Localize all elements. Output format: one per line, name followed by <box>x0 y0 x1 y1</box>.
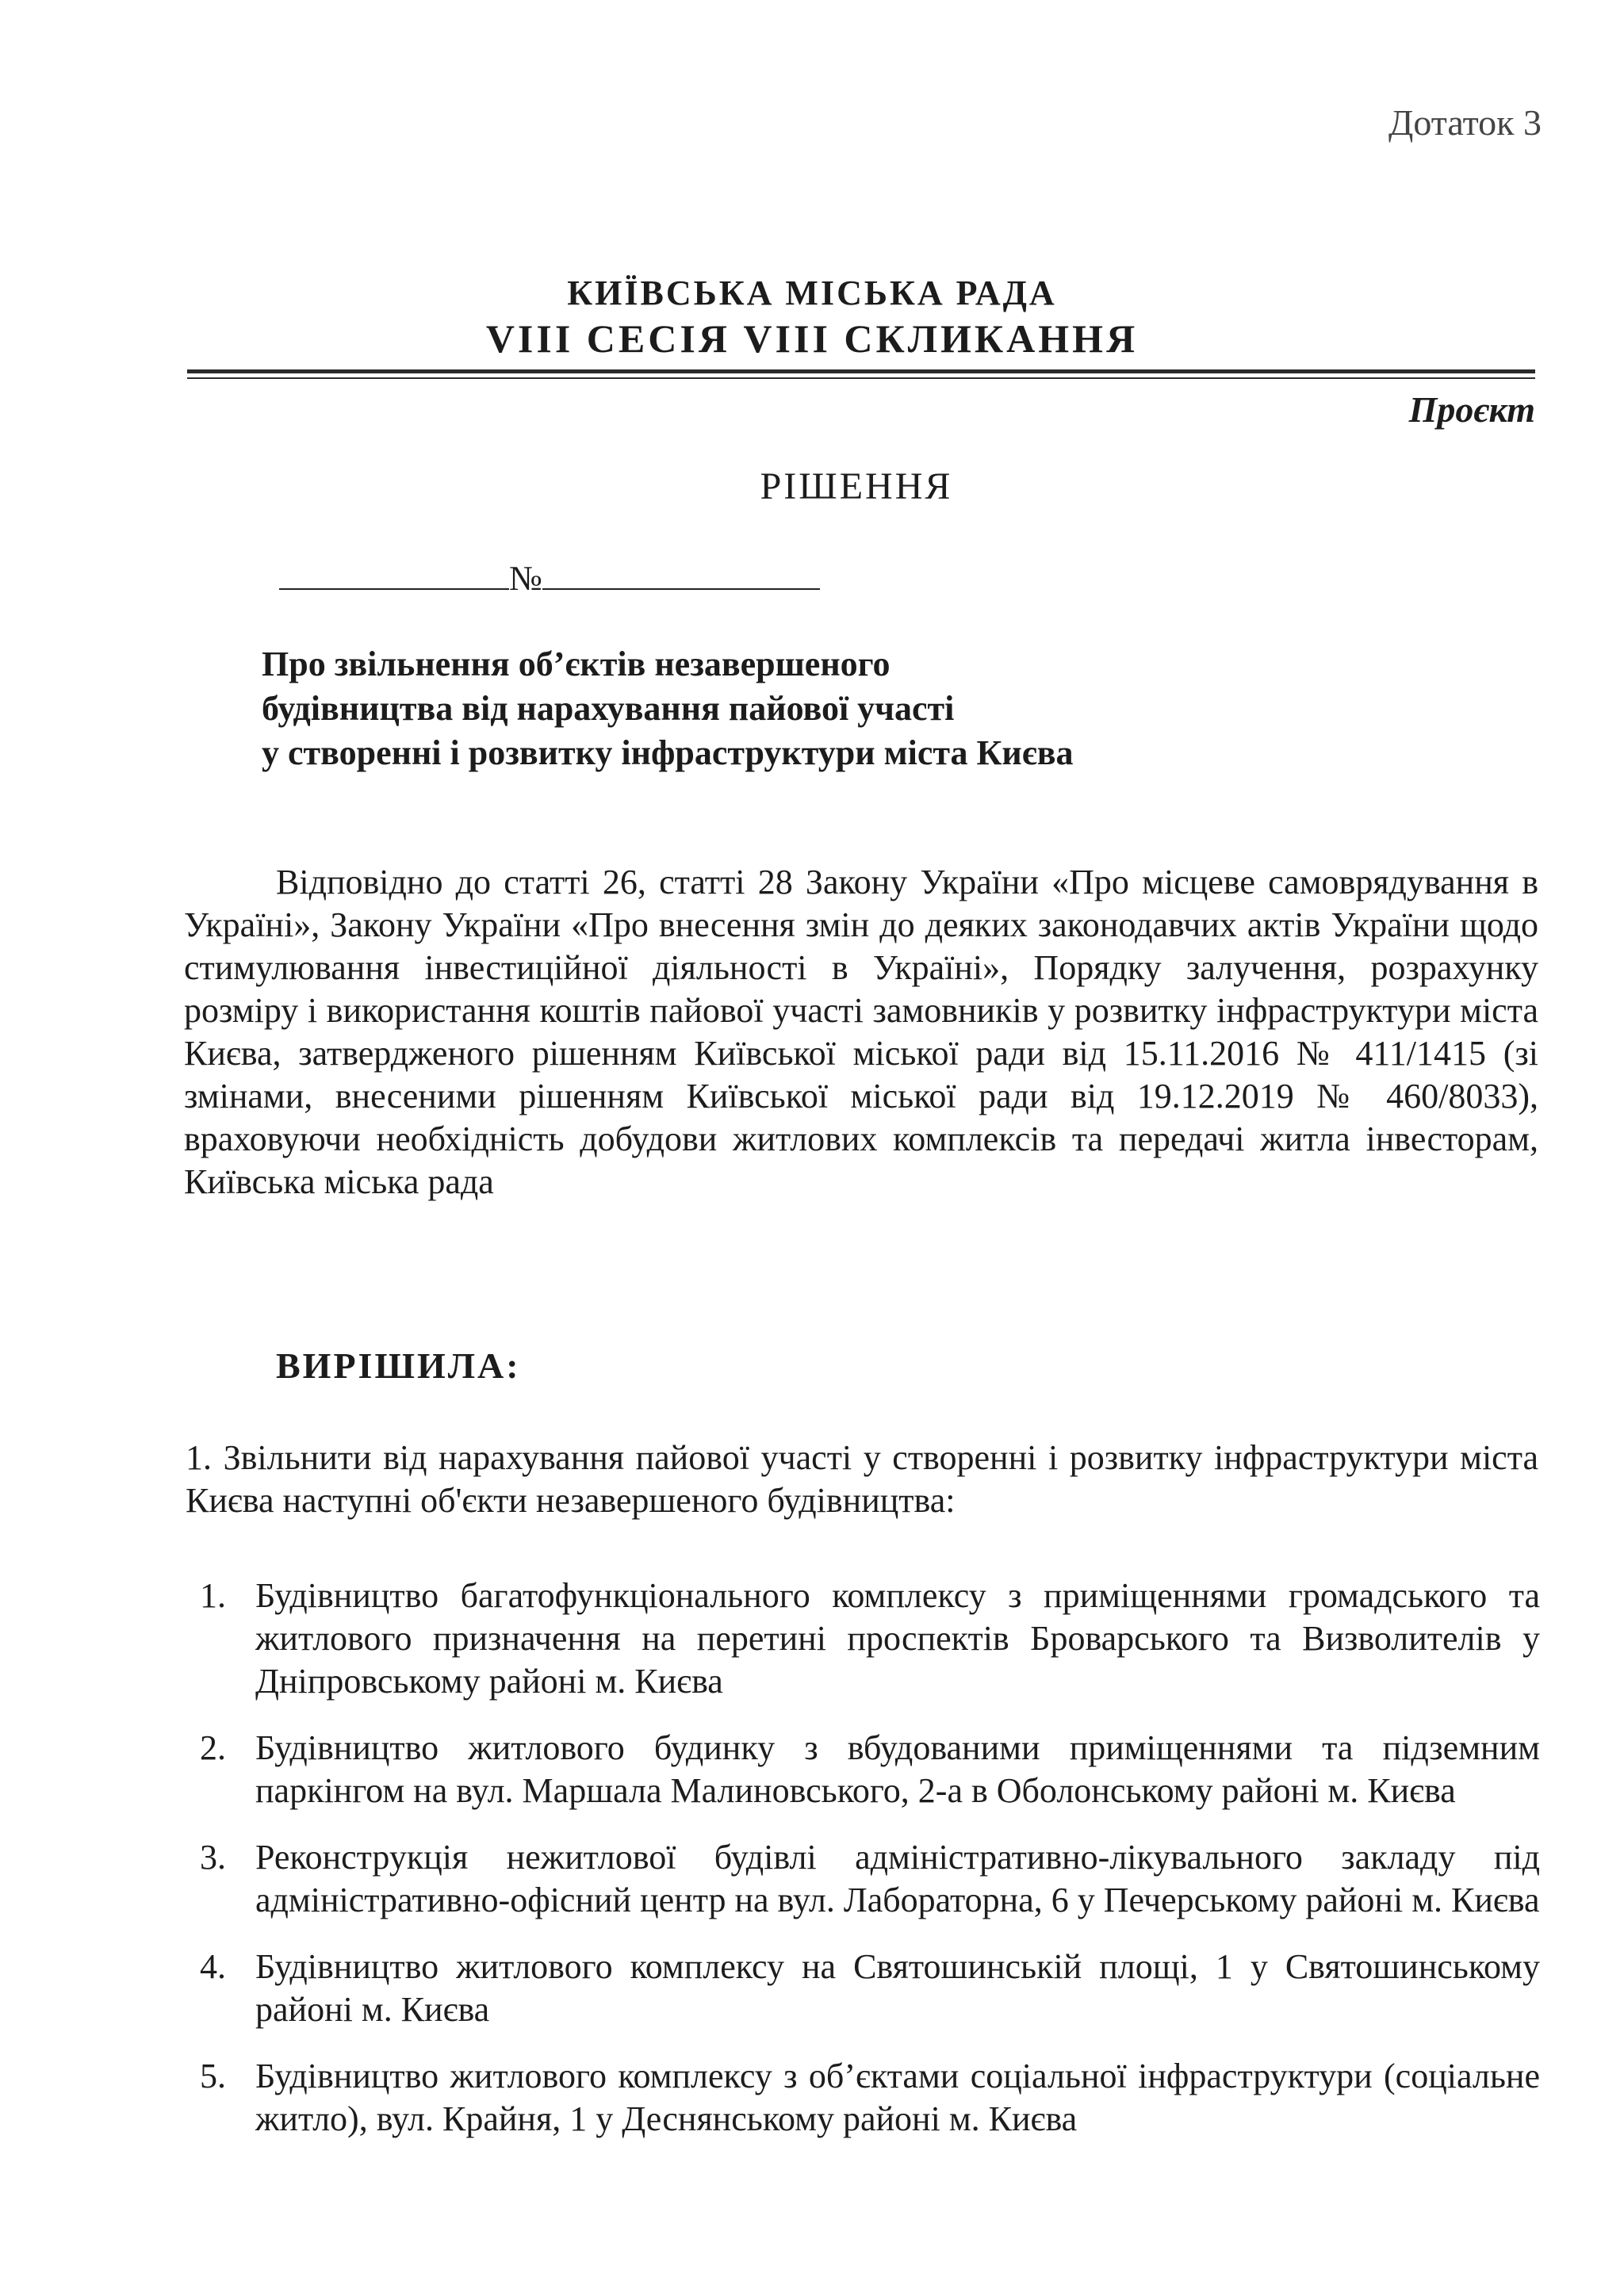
list-item-number: 1. <box>200 1576 226 1615</box>
list-item <box>182 1836 1540 1922</box>
session-line: VIII СЕСІЯ VIII СКЛИКАННЯ <box>485 316 1139 361</box>
header-rule-thin <box>187 377 1535 379</box>
list-item-text: Будівництво житлового комплексу з об’єктами соціальної інфраструктури (соціальне житло), вул. Крайня, 1 у Деснянському районі м. Києва <box>255 2057 1540 2138</box>
list-item-number: 4. <box>200 1947 226 1986</box>
list-item-text: Будівництво багатофункціонального комплексу з приміщеннями громадського та житлового призначення на перетині проспектів Броварського та Визволителів у Дніпровському районі м. Києва <box>255 1576 1540 1701</box>
point-1-paragraph: 1. Звільнити від нарахування пайової участі у створенні і розвитку інфраструктури міста Києва наступні об'єкти незавершеного будівництва: <box>186 1438 1538 1520</box>
list-item-number: 2. <box>200 1728 226 1767</box>
list-item-number: 3. <box>200 1838 226 1877</box>
title-line: Про звільнення об’єктів незавершеного <box>262 645 891 683</box>
list-item-number: 5. <box>200 2057 226 2095</box>
header-rule-thick <box>187 369 1535 373</box>
council-name: КИЇВСЬКА МІСЬКА РАДА <box>567 274 1057 312</box>
number-sign: № <box>509 559 542 598</box>
decision-heading: РІШЕННЯ <box>760 465 953 507</box>
preamble-text: Відповідно до статті 26, статті 28 Закону України «Про місцеве самоврядування в Україні», Закону України «Про внесення змін до деяких законодавчих актів України щодо стимулювання інвестиційної діяльності в Україні», Порядку залучення, розрахунку розміру і використання коштів пайової участі замовників у розвитку інфраструктури міста Києва, затвердженого рішенням Київської міської ради від 15.11.2016 № 411/1415 (зі змінами, внесеними рішенням Київської міської ради від 19.12.2019 № 460/8033), враховуючи необхідність добудови житлових комплексів та передачі житла інвесторам, Київська міська рада <box>184 863 1538 1201</box>
list-item <box>182 1946 1540 2031</box>
date-blank <box>279 582 509 590</box>
list-item <box>182 2055 1540 2141</box>
list-item-text: Реконструкція нежитлової будівлі адміністративно-лікувального закладу під адміністративно-офісний центр на вул. Лабораторна, 6 у Печерському районі м. Києва <box>255 1838 1540 1919</box>
list-item <box>182 1727 1540 1812</box>
resolved-heading: ВИРІШИЛА: <box>276 1345 521 1386</box>
list-item <box>182 1575 1540 1703</box>
number-blank <box>542 582 820 590</box>
list-item-text: Будівництво житлового будинку з вбудованими приміщеннями та підземним паркінгом на вул. Маршала Малиновського, 2-а в Оболонському районі м. Києва <box>255 1728 1540 1810</box>
title-line: будівництва від нарахування пайової участі <box>262 689 955 728</box>
list-item-text: Будівництво житлового комплексу на Святошинській площі, 1 у Святошинському районі м. Києва <box>255 1947 1540 2029</box>
preamble-paragraph <box>184 861 1538 1203</box>
decision-title <box>262 642 1074 775</box>
draft-label: Проєкт <box>1408 389 1535 430</box>
addendum-label: Дотаток 3 <box>1388 102 1542 143</box>
objects-list <box>182 1575 1540 2164</box>
title-line: у створенні і розвитку інфраструктури міста Києва <box>262 733 1074 772</box>
decision-number-line <box>279 558 820 599</box>
